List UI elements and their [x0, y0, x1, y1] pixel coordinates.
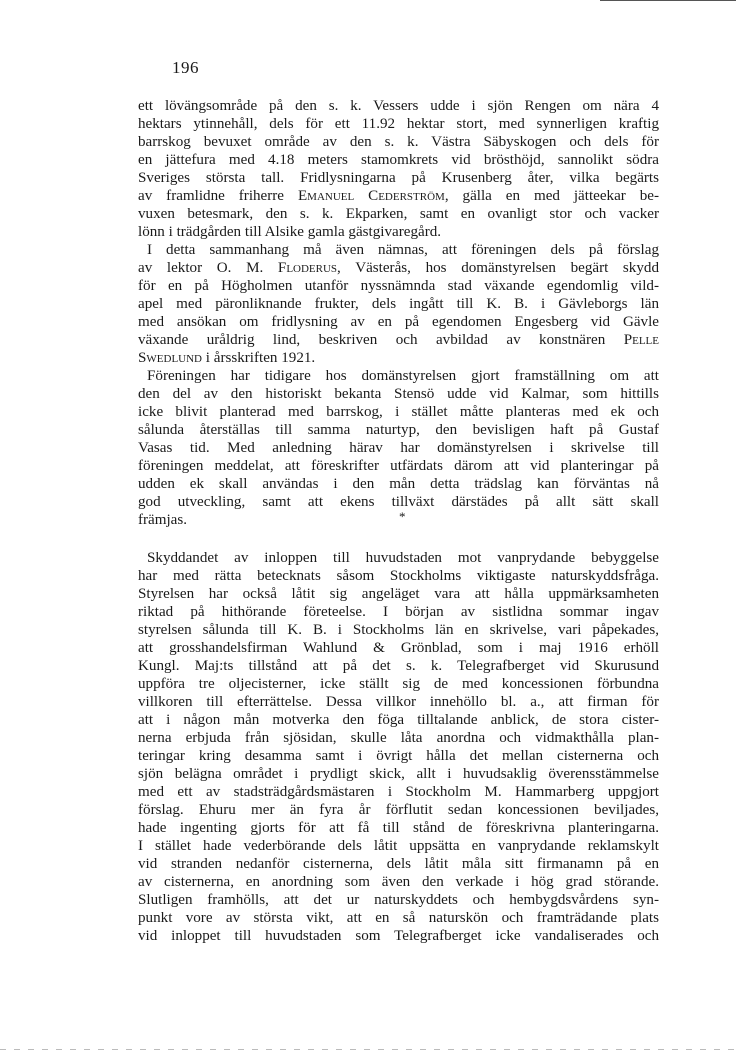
text-line: [138, 349, 659, 367]
text-line: icke blivit planterad med barrskog, i stället måtte planteras med ek och: [138, 404, 659, 420]
text-fragment: , gälla en med jätteekar be-: [444, 188, 660, 204]
scan-bottom-edge: [0, 1049, 736, 1050]
text-line: villkoren till efterrättelse. Dessa villkor innehöllo bl. a., att firman för: [138, 694, 659, 710]
text-line: punkt vore av största vikt, att en så naturskön och framträdande plats: [138, 910, 659, 926]
text-line: styrelsen sålunda till K. B. i Stockholms län en skrivelse, vari påpekades,: [138, 622, 659, 638]
text-line: för en på Högholmen utanför nyssnämnda stad växande egendomlig vild-: [138, 278, 659, 294]
text-line: nerna erbjuda från sjösidan, skulle låta anordna och vidmakthålla plan-: [138, 730, 659, 746]
text-line: med ansökan om fridlysning av en på egendomen Engesberg vid Gävle: [138, 314, 659, 330]
text-line: främjas.: [138, 512, 188, 528]
text-line: I stället hade vederbörande dels låtit uppsätta en vanprydande reklamskylt: [138, 838, 659, 854]
text-line: riktad på hithörande företeelse. I början av sistlidna sommar ingav: [138, 604, 659, 620]
text-line: [138, 259, 659, 277]
text-line: lönn i trädgården till Alsike gamla gästgivaregård.: [138, 224, 442, 240]
text-fragment: växande uråldrig lind, beskriven och avbildad av konstnären: [138, 332, 624, 348]
text-line: vid stranden nedanför cisternerna, dels låtit måla sitt firmanamn på en: [138, 856, 659, 872]
text-line: förslag. Ehuru mer än fyra år förflutit sedan koncessionen beviljades,: [138, 802, 659, 818]
text-line: av cisternerna, en anordning som även den verkade i hög grad störande.: [138, 874, 659, 890]
text-line: Skyddandet av inloppen till huvudstaden mot vanprydande bebyggelse: [147, 550, 659, 566]
person-name: Floderus: [277, 260, 338, 276]
text-line: apel med päronliknande frukter, dels ingått till K. B. i Gävleborgs län: [138, 296, 659, 312]
text-line: att grosshandelsfirman Wahlund & Grönblad, som i maj 1916 erhöll: [138, 640, 659, 656]
text-fragment: , Västerås, hos domänstyrelsen begärt skydd: [337, 260, 659, 276]
text-line: har med rätta betecknats såsom Stockholms viktigaste naturskyddsfråga.: [138, 568, 659, 584]
text-line: udden ek skall användas i den mån detta trädslag kan förväntas nå: [138, 476, 659, 492]
person-name: Pelle: [623, 332, 659, 348]
text-line: sjön belägna området i prydligt skick, allt i huvudsaklig överensstämmelse: [138, 766, 659, 782]
text-fragment: i årsskriften 1921.: [202, 350, 316, 366]
text-line: ett lövängsområde på den s. k. Vessers udde i sjön Rengen om nära 4: [138, 98, 659, 114]
text-line: hektars ytinnehåll, dels för ett 11.92 hektar stort, med synnerligen kraftig: [138, 116, 659, 132]
section-separator: *: [399, 509, 406, 524]
text-line: en jättefura med 4.18 meters stamomkrets vid brösthöjd, sannolikt södra: [138, 152, 659, 168]
text-line: Slutligen framhölls, att det ur naturskyddets och hembygdsvårdens syn-: [138, 892, 659, 908]
text-line: barrskog bevuxet område av den s. k. Västra Säbyskogen och dels för: [138, 134, 659, 150]
text-line: föreningen meddelat, att föreskrifter utfärdats därom att vid planteringar på: [138, 458, 659, 474]
text-line: I detta sammanhang må även nämnas, att föreningen dels på förslag: [147, 242, 659, 258]
text-line: sålunda återställas till samma naturtyp, den bevisligen haft på Gustaf: [138, 422, 659, 438]
text-line: [138, 331, 659, 349]
text-fragment: av framlidne friherre: [138, 188, 298, 204]
text-fragment: av lektor O. M.: [138, 260, 278, 276]
text-line: vid inloppet till huvudstaden som Telegrafberget icke vandaliserades och: [138, 928, 659, 944]
text-line: Föreningen har tidigare hos domänstyrelsen gjort framställning om att: [147, 368, 659, 384]
person-name: Emanuel Cederström: [297, 188, 445, 204]
scan-edge-line: [600, 0, 736, 1]
text-line: den del av den historiskt bekanta Stensö udde vid Kalmar, som hittills: [138, 386, 659, 402]
text-line: Styrelsen har också låtit sig angeläget vara att hålla uppmärksamheten: [138, 586, 659, 602]
text-line: hade ingenting gjorts för att få till stånd de föreskrivna planteringarna.: [138, 820, 659, 836]
text-line: uppföra tre oljecisterner, icke ställt sig de med koncessionen förbundna: [138, 676, 659, 692]
text-line: [138, 187, 659, 205]
text-line: att i någon mån motverka den föga tilltalande anblick, de stora cister-: [138, 712, 659, 728]
text-line: Vasas tid. Med anledning härav har domänstyrelsen i skrivelse till: [138, 440, 659, 456]
person-name: Swedlund: [138, 350, 202, 366]
page-number: 196: [172, 58, 199, 77]
text-line: Kungl. Maj:ts tillstånd att på det s. k. Telegrafberget vid Skurusund: [138, 658, 659, 674]
text-line: teringar kring desamma samt i övrigt hålla det mellan cisternerna och: [138, 748, 659, 764]
text-line: vuxen betesmark, den s. k. Ekparken, samt en ovanligt stor och vacker: [138, 206, 659, 222]
text-line: god utveckling, samt att ekens tillväxt därstädes på allt sätt skall: [138, 494, 659, 510]
text-line: Sveriges största tall. Fridlysningarna på Krusenberg åter, vilka begärts: [138, 170, 659, 186]
text-line: med ett av stadsträdgårdsmästaren i Stockholm M. Hammarberg uppgjort: [138, 784, 659, 800]
